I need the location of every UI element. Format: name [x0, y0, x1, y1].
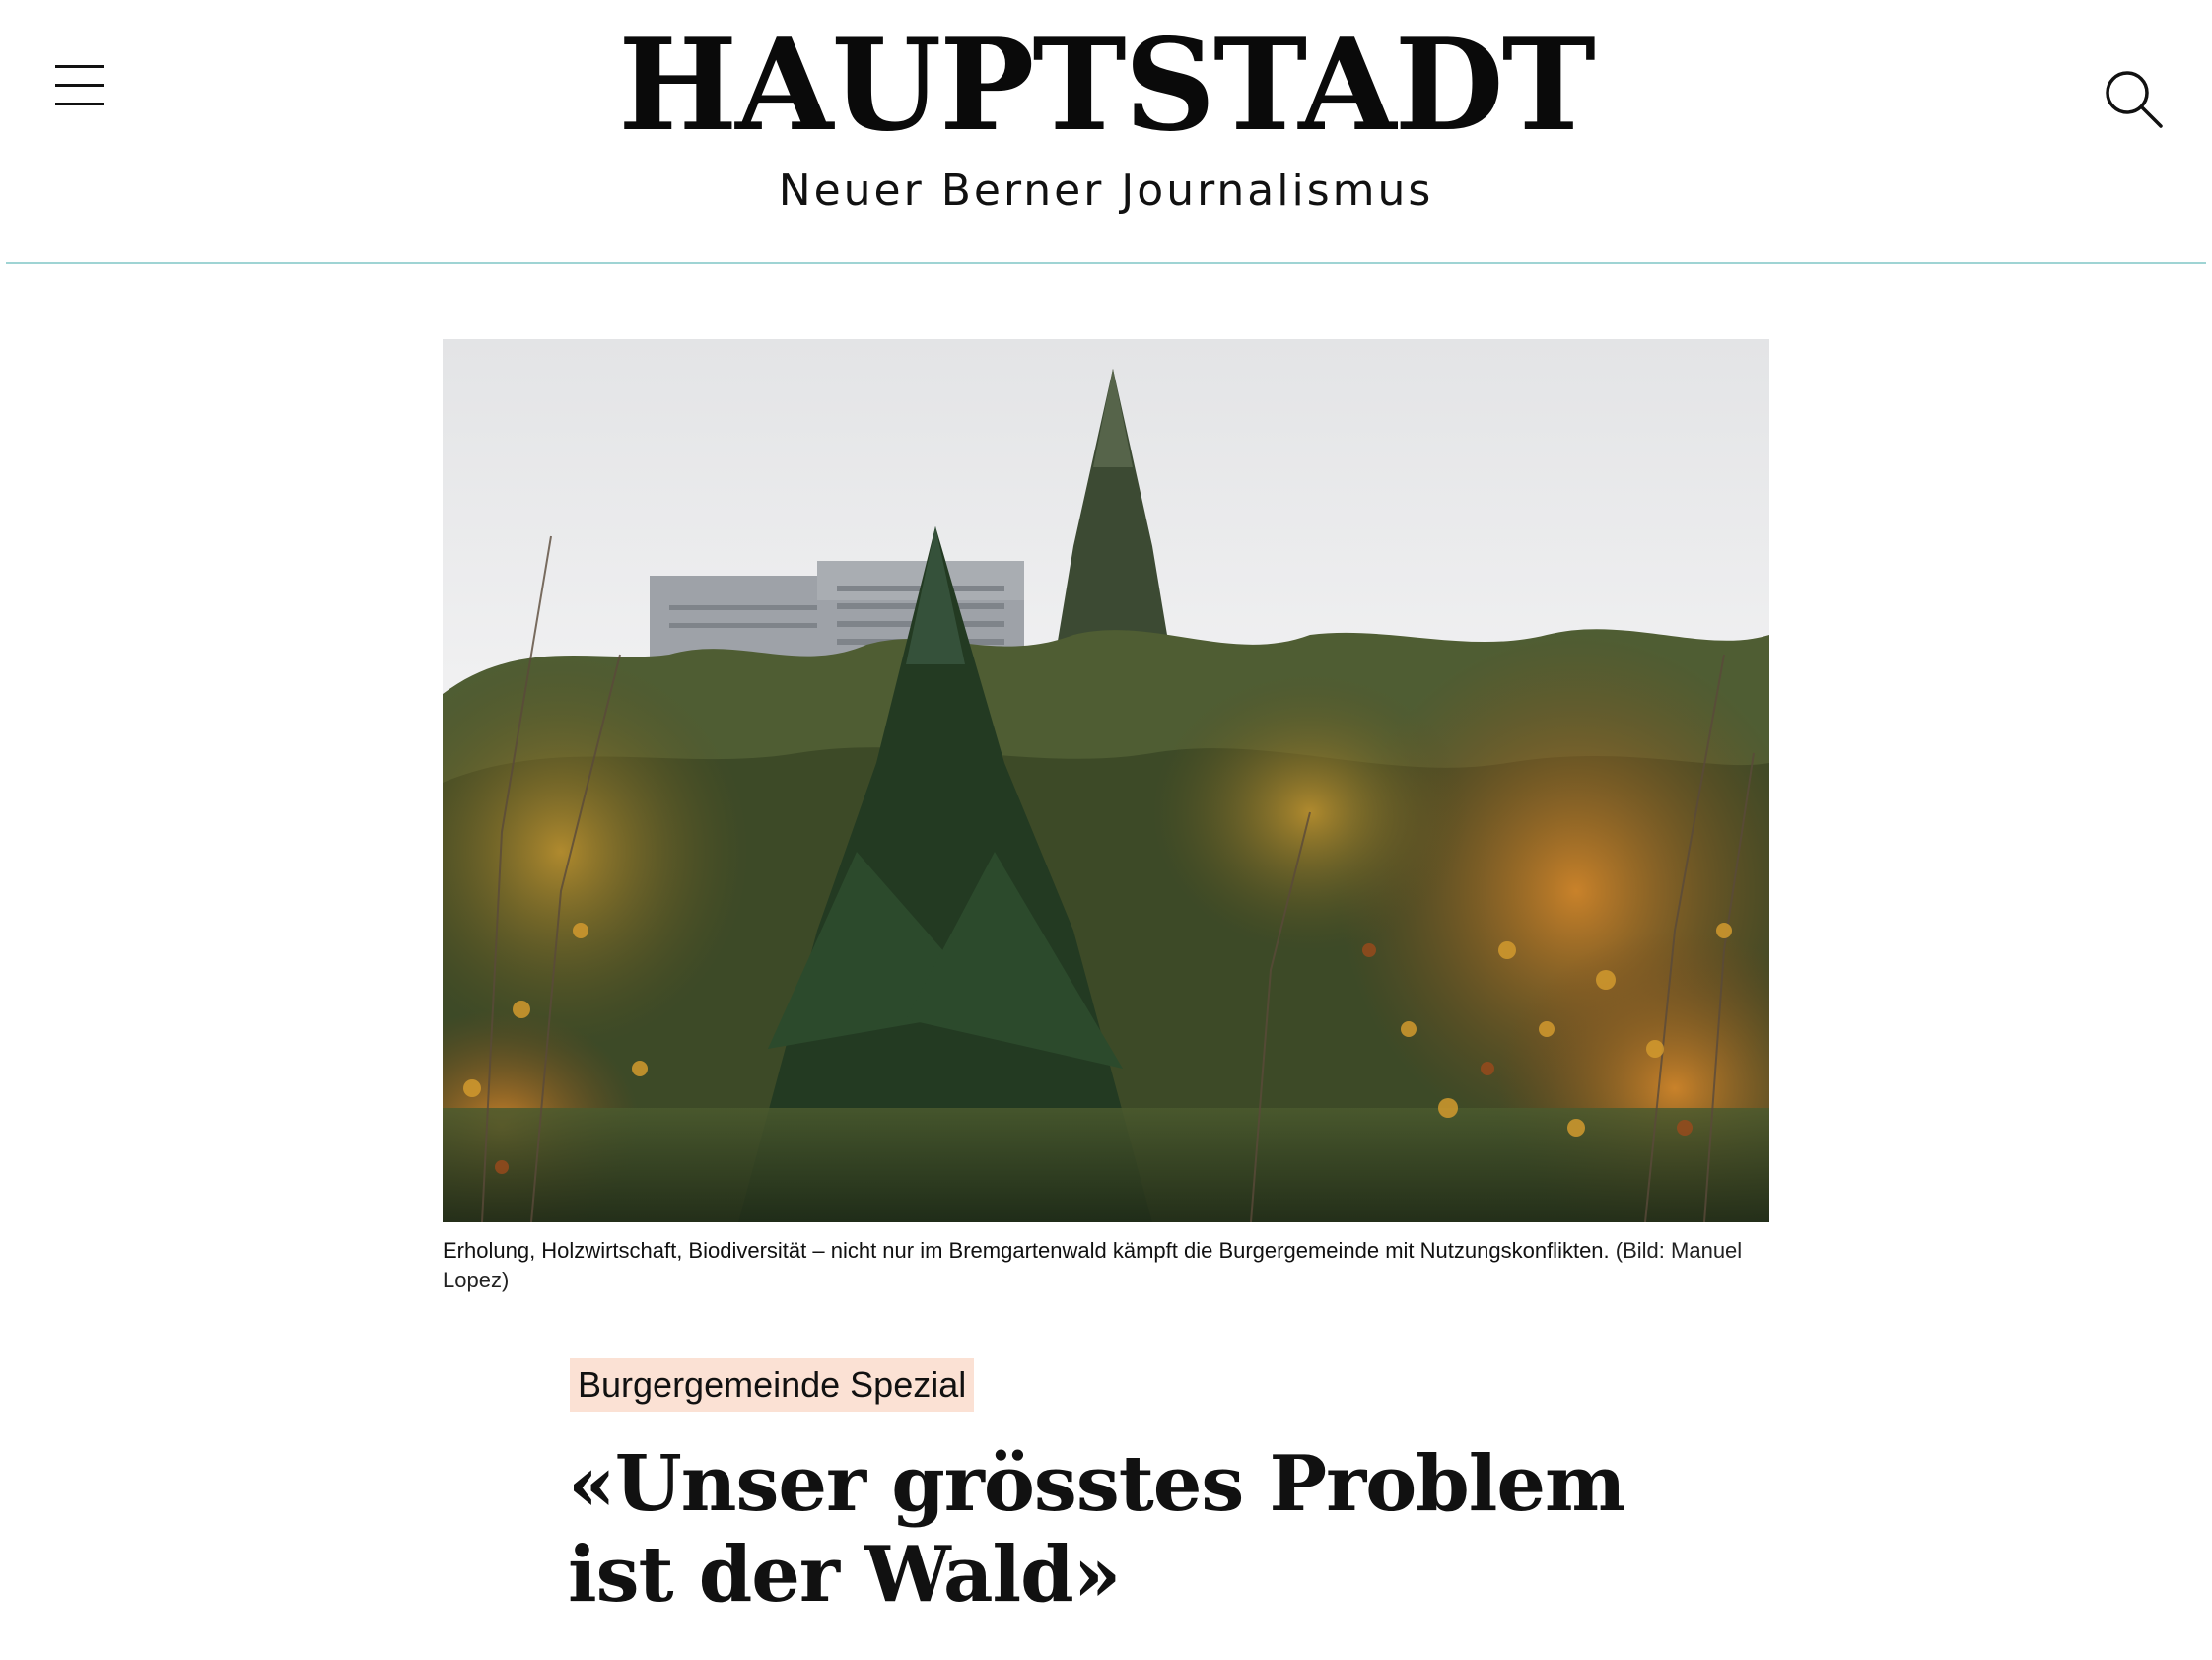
menu-bar-bottom: [55, 103, 104, 105]
article-headline: «Unser grösstes Problem ist der Wald»: [568, 1439, 1625, 1620]
category-tag[interactable]: Burgergemeinde Spezial: [570, 1358, 974, 1412]
site-header: [0, 0, 2212, 264]
menu-bar-middle: [55, 84, 104, 87]
hamburger-menu-icon[interactable]: [49, 59, 110, 110]
logo-tagline: Neuer Berner Journalismus: [778, 166, 1434, 216]
header-divider: [6, 262, 2206, 264]
logo-title: HAUPTSTADT: [618, 12, 1594, 160]
site-logo[interactable]: [591, 12, 1621, 217]
menu-bar-top: [55, 65, 104, 68]
photo-credit: (Bild: Manuel Lopez): [443, 1238, 1743, 1292]
forest-photo: [443, 339, 1769, 1222]
caption-text: Erholung, Holzwirtschaft, Biodiversität – nicht nur im Bremgartenwald kämpft die Burgergemeinde mit Nutzungskonflikten.: [443, 1238, 1610, 1263]
image-caption: [443, 1236, 1769, 1295]
search-icon[interactable]: [2100, 65, 2171, 136]
hero-image: [443, 339, 1769, 1222]
